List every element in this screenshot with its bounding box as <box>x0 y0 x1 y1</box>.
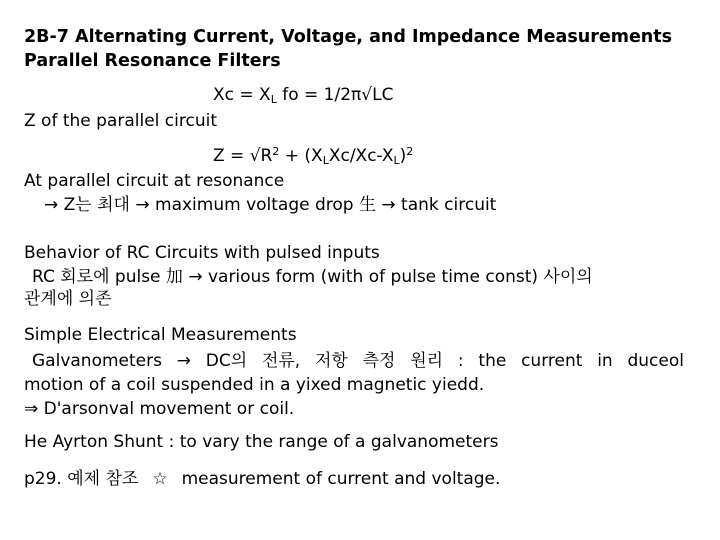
rc-heading: Behavior of RC Circuits with pulsed inputs <box>24 243 380 263</box>
rc-line-2: 관계에 의존 <box>24 289 112 309</box>
p29-reference: p29. 예제 참조 <box>24 469 139 489</box>
superscript-2: 2 <box>406 145 414 158</box>
p29-line <box>24 468 500 490</box>
galvanometer-line-3: ⇒ D'arsonval movement or coil. <box>24 399 295 419</box>
resonance-result-text: → Z는 최대 → maximum voltage drop 生 → tank circuit <box>44 195 497 215</box>
galvanometer-line-2: motion of a coil suspended in a yixed magnetic yiedd. <box>24 375 485 395</box>
p29-description: measurement of current and voltage. <box>181 469 501 489</box>
formula-xc: Xc = X <box>213 85 271 105</box>
rc-line-1: RC 회로에 pulse 加 → various form (with of pulse time const) 사이의 <box>32 267 593 287</box>
formula-z-part: Xc/Xc-X <box>328 146 394 166</box>
galvanometer-line-1: Galvanometers → DC의 전류, 저항 측정 원리 : the current in duceol <box>32 351 684 371</box>
measurements-heading: Simple Electrical Measurements <box>24 325 297 345</box>
at-resonance-text: At parallel circuit at resonance <box>24 171 285 191</box>
title-line-2: Parallel Resonance Filters <box>24 51 281 71</box>
title-line-1: 2B-7 Alternating Current, Voltage, and Impedance Measurements <box>24 27 673 47</box>
superscript-2: 2 <box>272 145 280 158</box>
subscript-l: L <box>270 93 277 106</box>
formula-resonance <box>213 84 393 106</box>
formula-z-part: ) <box>399 146 407 166</box>
subscript-l: L <box>322 154 329 167</box>
star-icon: ☆ <box>152 469 168 489</box>
formula-z-part: Z = √R <box>213 146 273 166</box>
z-parallel-text: Z of the parallel circuit <box>24 111 217 131</box>
ayrton-shunt-text: He Ayrton Shunt : to vary the range of a galvanometers <box>24 432 499 452</box>
formula-impedance <box>213 145 413 167</box>
formula-z-part: + (X <box>279 146 323 166</box>
subscript-l: L <box>393 154 400 167</box>
formula-fo: fo = 1/2π√LC <box>276 85 394 105</box>
